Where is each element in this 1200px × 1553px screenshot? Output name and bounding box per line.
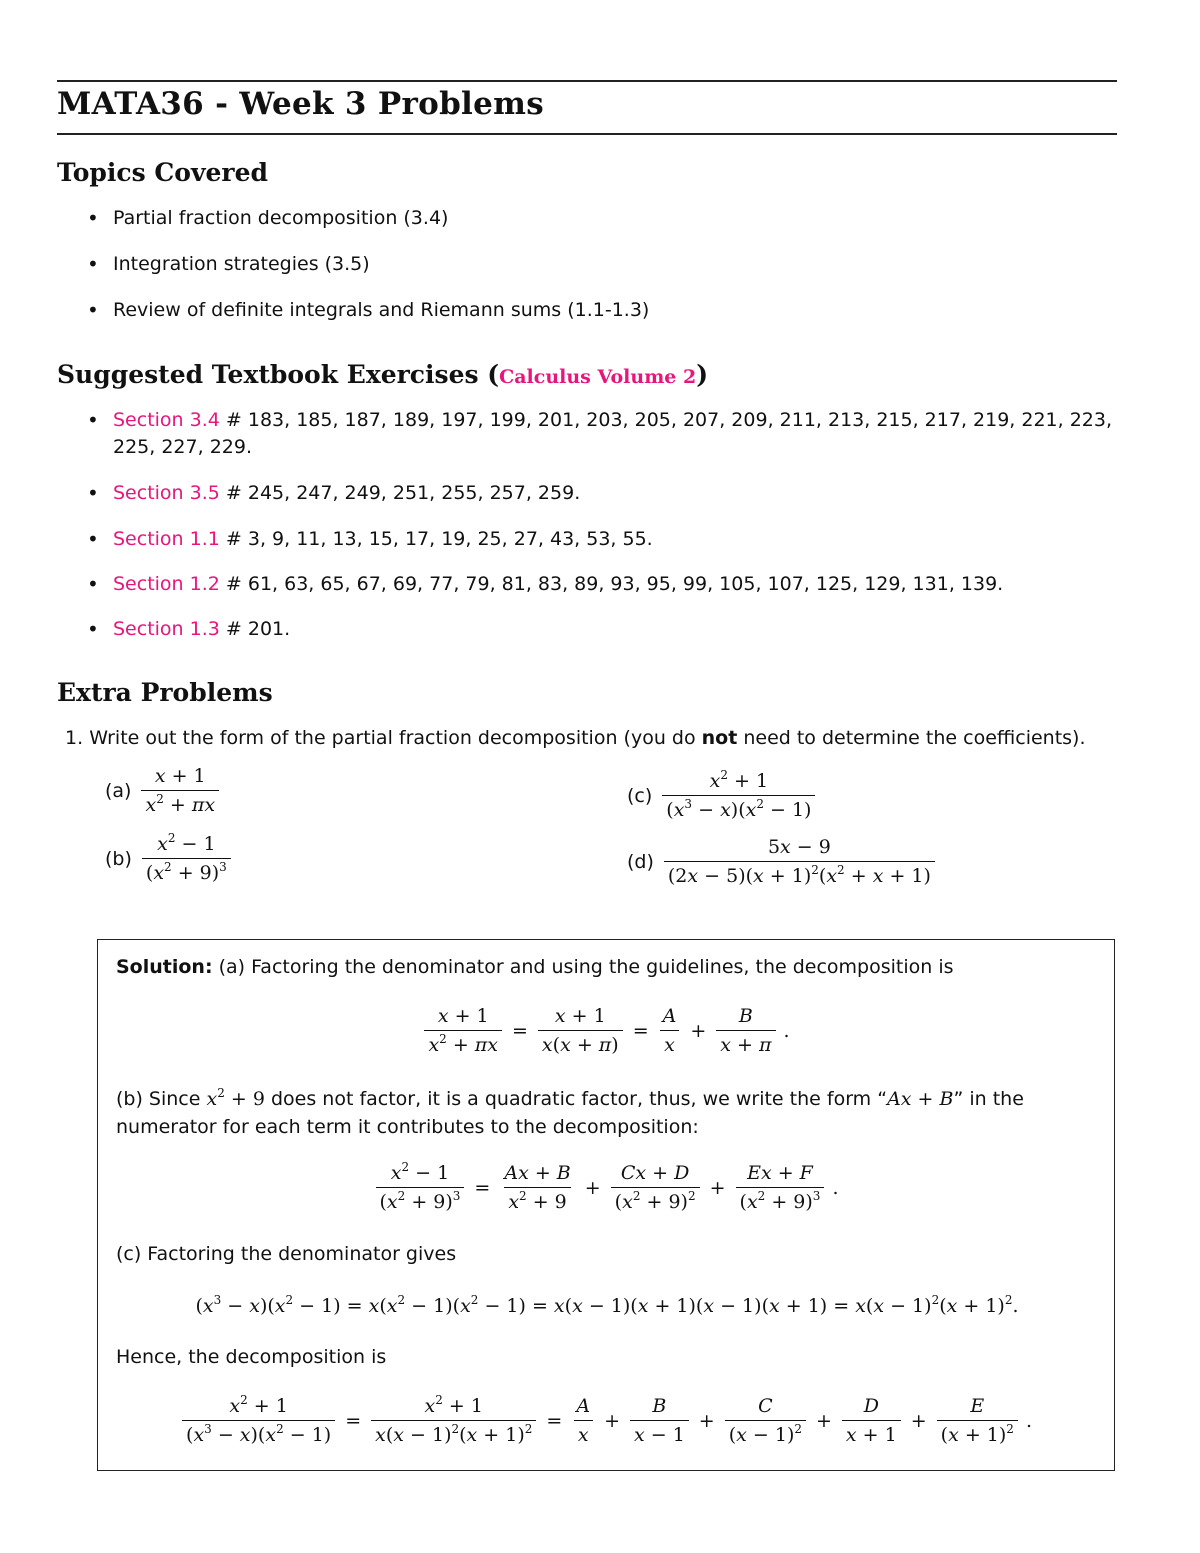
equation-c: $(x^3 - x)(x^2 - 1) = x(x^2 - 1)(x^2 - 1) = x(x - 1)(x + 1)(x - 1)(x + 1) = x(x - 1)^2(x + 1)^2$. [195,1293,1019,1317]
exercise-item [87,480,1117,507]
problem-text-bold: not [701,727,738,749]
exercise-numbers: # 201. [219,618,291,640]
exercise-numbers: # 61, 63, 65, 67, 69, 77, 79, 81, 83, 89, 93, 95, 99, 105, 107, 125, 129, 131, 139. [219,573,1004,595]
part-c [627,770,815,821]
exercises-heading-close: ) [696,360,709,389]
solution-box [97,939,1115,1471]
part-b-expression: $\frac{x^2 - 1}{(x^2 + 9)^3}$ [142,833,231,884]
topic-item: • Review of definite integrals and Riemann sums (1.1-1.3) [87,297,1117,324]
topic-item: • Partial fraction decomposition (3.4) [87,205,1117,232]
part-c-expression: $\frac{x^2 + 1}{(x^3 - x)(x^2 - 1)}$ [662,770,815,821]
solution-b-intro: (b) Since $x^2 + 9$ does not factor, it is a quadratic factor, thus, we write the form “Ax + B” in the numerator for each term it contributes to the decomposition: [116,1085,1101,1141]
part-d-label: (d) [627,850,654,873]
exercises-heading-text: Suggested Textbook Exercises ( [57,360,500,389]
topics-heading: Topics Covered [57,158,268,187]
equation-final: $\frac{x^2 + 1}{(x^3 - x)(x^2 - 1)}$ = $\frac{x^2 + 1}{x(x - 1)^2(x + 1)^2}$ = $\frac{A}{x}$ + $\frac{B}{x - 1}$ + $\frac{C}{(x - 1)^2}$ + $\frac{D}{x + 1}$ + $\frac{E}{(x + 1)^2}$ . [98,1395,1116,1446]
part-a [105,765,219,816]
part-c-label: (c) [627,784,653,807]
part-b-label: (b) [105,847,132,870]
solution-b-line2: numerator for each term it contributes to the decomposition: [116,1116,699,1138]
problem-text-start: Write out the form of the partial fraction decomposition (you do [89,727,702,749]
section-link[interactable]: Section 3.5 [113,482,220,504]
extra-heading: Extra Problems [57,678,273,707]
solution-c-intro: (c) Factoring the denominator gives [116,1243,457,1265]
section-link[interactable]: Section 3.4 [113,409,220,431]
exercises-heading [57,360,708,389]
exercise-item [87,407,1117,461]
solution-label: Solution: [116,956,213,978]
part-a-expression: $\frac{x + 1}{x^2 + \pi x}$ [141,765,219,816]
part-d [627,836,935,887]
exercise-item [87,526,1117,553]
exercise-numbers: # 3, 9, 11, 13, 15, 17, 19, 25, 27, 43, 53, 55. [219,528,653,550]
part-b [105,833,231,884]
top-rule [57,80,1117,82]
section-link[interactable]: Section 1.3 [113,618,220,640]
topic-item: • Integration strategies (3.5) [87,251,1117,278]
part-a-label: (a) [105,779,132,802]
problem-number: 1. [65,727,84,749]
section-link[interactable]: Section 1.2 [113,573,220,595]
equation-b: $\frac{x^2 - 1}{(x^2 + 9)^3}$ = $\frac{Ax + B}{x^2 + 9}$ + $\frac{Cx + D}{(x^2 + 9)^2}$ + $\frac{Ex + F}{(x^2 + 9)^3}$ . [98,1162,1116,1213]
section-link[interactable]: Section 1.1 [113,528,220,550]
exercise-item [87,571,1117,598]
book-link[interactable]: Calculus Volume 2 [499,366,697,388]
exercise-numbers: # 183, 185, 187, 189, 197, 199, 201, 203, 205, 207, 209, 211, 213, 215, 217, 219, 221, 223, 225, 227, 229. [113,409,1113,458]
solution-hence: Hence, the decomposition is [116,1346,387,1368]
part-d-expression: $\frac{5x - 9}{(2x - 5)(x + 1)^2(x^2 + x + 1)}$ [664,836,935,887]
equation-a: $\frac{x + 1}{x^2 + \pi x}$ = $\frac{x + 1}{x(x + \pi)}$ = $\frac{A}{x}$ + $\frac{B}{x + \pi}$ . [98,1005,1116,1056]
problem-text-end: need to determine the coefficients). [737,727,1086,749]
exercise-numbers: # 245, 247, 249, 251, 255, 257, 259. [219,482,581,504]
problem-1 [65,727,1117,749]
exercise-item [87,616,1117,643]
title-rule [57,133,1117,135]
solution-a-text: (a) Factoring the denominator and using the guidelines, the decomposition is [218,956,954,978]
solution-a-intro [116,956,954,978]
page-title: MATA36 - Week 3 Problems [57,86,545,122]
